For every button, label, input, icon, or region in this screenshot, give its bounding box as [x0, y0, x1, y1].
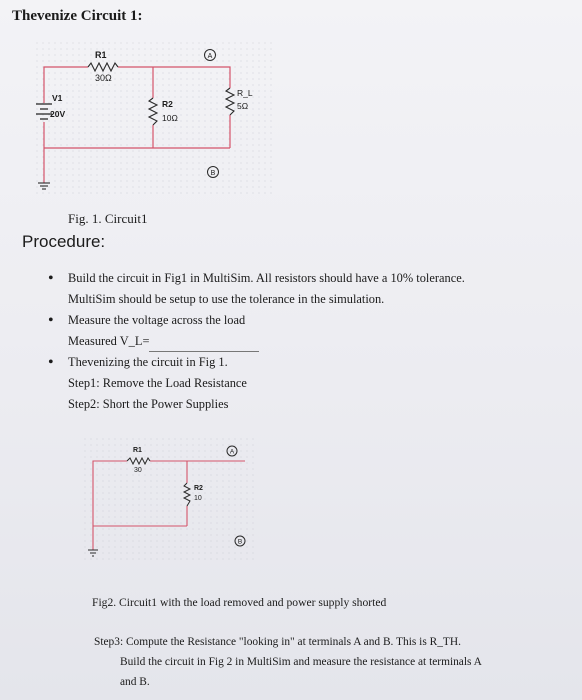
grid-area	[84, 438, 256, 562]
v1-value: 20V	[50, 109, 66, 119]
step1-text: Step1: Remove the Load Resistance	[68, 376, 247, 390]
r2-name: R2	[162, 99, 173, 109]
bullet-dot: •	[48, 270, 54, 287]
node-a-label: A	[207, 53, 213, 60]
fig1-caption: Fig. 1. Circuit1	[68, 211, 148, 226]
rl-name: R_L	[237, 88, 253, 98]
procedure-heading: Procedure:	[22, 232, 106, 251]
page-title: Thevenize Circuit 1:	[12, 8, 143, 24]
measured-vl-blank[interactable]	[149, 337, 259, 352]
node-b-label-fig2: B	[237, 538, 243, 546]
r1-name: R1	[95, 50, 107, 60]
bullet-2-line-1: Measure the voltage across the load	[68, 313, 246, 327]
r2-value: 10Ω	[162, 113, 178, 123]
rl-value: 5Ω	[237, 101, 249, 111]
r2-name-fig2: R2	[194, 485, 203, 492]
step3-block	[94, 632, 574, 692]
step3-line-3: and B.	[120, 676, 150, 688]
step3-line-2: Build the circuit in Fig 2 in MultiSim and measure the resistance at terminals A	[120, 656, 482, 668]
circuit1-schematic	[0, 0, 582, 205]
bullet-1-line-1: Build the circuit in Fig1 in MultiSim. All resistors should have a 10% tolerance.	[68, 271, 465, 285]
step2-text: Step2: Short the Power Supplies	[68, 397, 229, 411]
procedure-list	[48, 268, 568, 415]
bullet-item-3	[48, 352, 568, 415]
fig2-caption: Fig2. Circuit1 with the load removed and power supply shorted	[92, 596, 387, 609]
r1-name-fig2: R1	[133, 447, 142, 454]
node-a-label-fig2: A	[229, 448, 235, 456]
bullet-item-1	[48, 268, 568, 310]
measured-vl-row	[68, 331, 259, 352]
node-b-label: B	[210, 170, 216, 177]
v1-name: V1	[52, 93, 63, 103]
step3-line-1: Step3: Compute the Resistance "looking in" at terminals A and B. This is R_TH.	[94, 636, 461, 648]
bullet-dot: •	[48, 312, 54, 329]
r1-value-fig2: 30	[134, 467, 142, 474]
r2-value-fig2: 10	[194, 495, 202, 502]
bullet-1-line-2: MultiSim should be setup to use the tolerance in the simulation.	[68, 292, 385, 306]
r1-value: 30Ω	[95, 73, 112, 83]
measured-vl-label: Measured V_L=	[68, 334, 150, 348]
circuit2-schematic	[0, 432, 582, 582]
bullet-dot: •	[48, 354, 54, 371]
bullet-3-line-1: Thevenizing the circuit in Fig 1.	[68, 355, 228, 369]
bullet-item-2	[48, 310, 568, 352]
